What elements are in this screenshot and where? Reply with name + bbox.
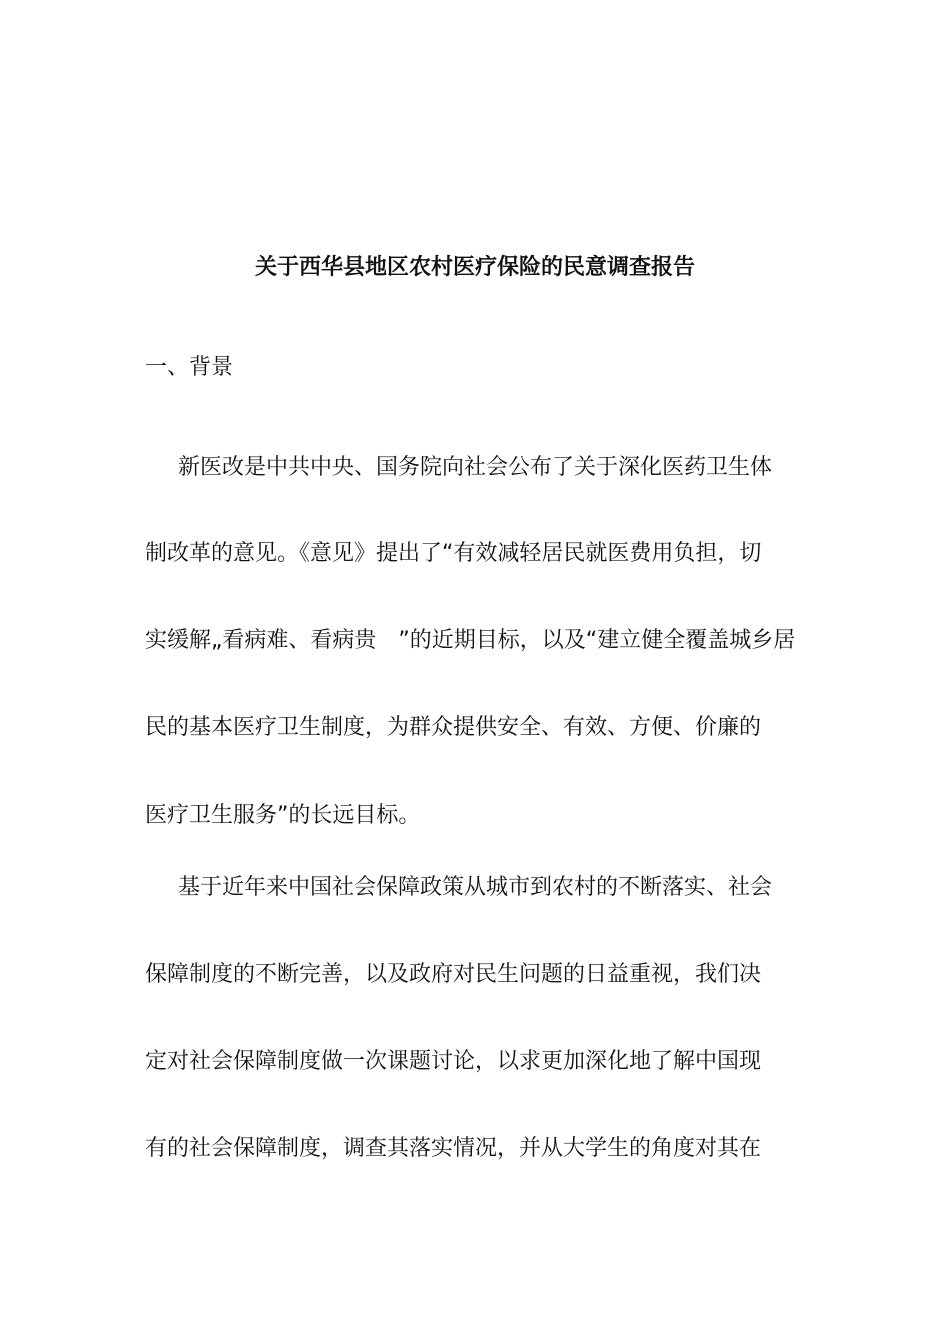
paragraph-line: 制改革的意见。《意见》提出了“有效减轻居民就医费用负担，切 [145, 541, 762, 566]
paragraph-line: 新医改是中共中央、国务院向社会公布了关于深化医药卫生体 [178, 455, 773, 480]
paragraph-line: 定对社会保障制度做一次课题讨论，以求更加深化地了解中国现 [145, 1049, 762, 1074]
paragraph-line: 有的社会保障制度，调查其落实情况，并从大学生的角度对其在 [145, 1136, 762, 1161]
paragraph-line: 医疗卫生服务”的长远目标。 [145, 803, 421, 828]
paragraph-line: 实缓解„看病难、看病贵 ”的近期目标，以及“建立健全覆盖城乡居 [145, 628, 796, 653]
paragraph-line: 民的基本医疗卫生制度，为群众提供安全、有效、方便、价廉的 [145, 715, 762, 740]
document-title: 关于西华县地区农村医疗保险的民意调查报告 [254, 255, 695, 280]
paragraph-line: 基于近年来中国社会保障政策从城市到农村的不断落实、社会 [178, 875, 773, 900]
paragraph-line: 保障制度的不断完善，以及政府对民生问题的日益重视，我们决 [145, 962, 762, 987]
section-heading: 一、背景 [145, 355, 234, 380]
